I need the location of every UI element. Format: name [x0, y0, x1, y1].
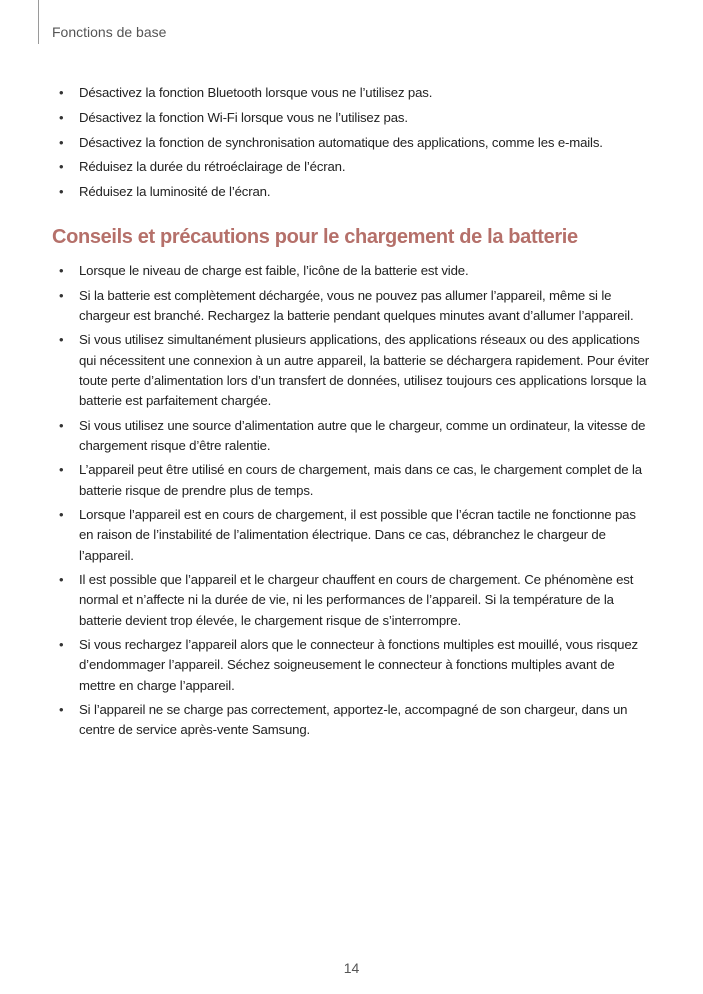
- list-item-text: Lorsque le niveau de charge est faible, l’icône de la batterie est vide.: [79, 263, 469, 278]
- bullet-icon: •: [59, 507, 64, 523]
- bullet-icon: •: [59, 159, 64, 175]
- bullet-icon: •: [59, 462, 64, 478]
- list-item-text: Réduisez la durée du rétroéclairage de l’écran.: [79, 159, 346, 175]
- list-item-text: Si la batterie est complètement déchargée, vous ne pouvez pas allumer l’appareil, même si le chargeur est branché. Rechargez la batterie pendant quelques minutes avant d’allumer l’appareil.: [79, 287, 634, 323]
- list-item-text: Si vous rechargez l’appareil alors que le connecteur à fonctions multiples est mouillé, vous risquez d’endommager l’appareil. Séchez soigneusement le connecteur à fonctions multiples avant de mettre en charge l’appareil.: [79, 637, 638, 693]
- list-item-text: Si l’appareil ne se charge pas correctement, apportez-le, accompagné de son chargeur, dans un centre de service après-vente Samsung.: [79, 702, 628, 738]
- bullet-icon: •: [59, 134, 64, 150]
- list-item-text: Désactivez la fonction Wi-Fi lorsque vous ne l’utilisez pas.: [79, 109, 408, 125]
- section-heading: Conseils et précautions pour le chargement de la batterie: [52, 226, 578, 248]
- bullet-icon: •: [59, 572, 64, 588]
- list-item: [56, 157, 650, 177]
- power-saving-list: [56, 83, 650, 207]
- bullet-icon: •: [59, 637, 64, 653]
- list-item: [56, 83, 650, 103]
- list-item-text: Désactivez la fonction de synchronisation automatique des applications, comme les e-mails.: [79, 134, 603, 150]
- bullet-icon: •: [59, 263, 64, 278]
- list-item-text: Lorsque l’appareil est en cours de chargement, il est possible que l’écran tactile ne fonctionne pas en raison de l’instabilité de l’alimentation électrique. Dans ce cas, débranchez le chargeur de l’appareil.: [79, 507, 636, 563]
- list-item-text: Si vous utilisez une source d’alimentation autre que le chargeur, comme un ordinateur, la vitesse de chargement risque d’être ralentie.: [79, 417, 646, 453]
- list-item-text: Si vous utilisez simultanément plusieurs applications, des applications réseaux ou des applications qui nécessitent une connexion à un autre appareil, la batterie se déchargera rapidement. Pour éviter toute perte d’alimentation lors d’un transfert de données, utilisez toujours ces applications lorsque la batterie est parfaitement chargée.: [79, 332, 650, 408]
- list-item: [56, 635, 650, 696]
- battery-tips-list: [56, 261, 650, 745]
- list-item: [56, 700, 650, 740]
- bullet-icon: •: [59, 287, 64, 303]
- running-header: Fonctions de base: [52, 24, 167, 40]
- page-number: 14: [343, 960, 360, 976]
- list-item: [56, 108, 650, 128]
- header-divider: [38, 0, 39, 44]
- list-item: [56, 330, 650, 411]
- bullet-icon: •: [59, 702, 64, 718]
- bullet-icon: •: [59, 332, 64, 348]
- bullet-icon: •: [59, 417, 64, 433]
- list-item: [56, 133, 650, 153]
- list-item-text: Réduisez la luminosité de l’écran.: [79, 184, 271, 200]
- list-item: [56, 505, 650, 566]
- list-item-text: Désactivez la fonction Bluetooth lorsque vous ne l’utilisez pas.: [79, 85, 433, 100]
- list-item: [56, 261, 650, 281]
- bullet-icon: •: [59, 85, 64, 100]
- list-item-text: Il est possible que l’appareil et le chargeur chauffent en cours de chargement. Ce phénomène est normal et n’affecte ni la durée de vie, ni les performances de l’appareil. Si la température de la batterie devient trop élevée, le chargement risque de s’interrompre.: [79, 572, 634, 628]
- bullet-icon: •: [59, 184, 64, 200]
- list-item: [56, 460, 650, 500]
- list-item: [56, 182, 650, 202]
- bullet-icon: •: [59, 109, 64, 125]
- list-item: [56, 570, 650, 631]
- list-item: [56, 416, 650, 456]
- list-item: [56, 286, 650, 326]
- list-item-text: L’appareil peut être utilisé en cours de chargement, mais dans ce cas, le chargement complet de la batterie risque de prendre plus de temps.: [79, 462, 642, 498]
